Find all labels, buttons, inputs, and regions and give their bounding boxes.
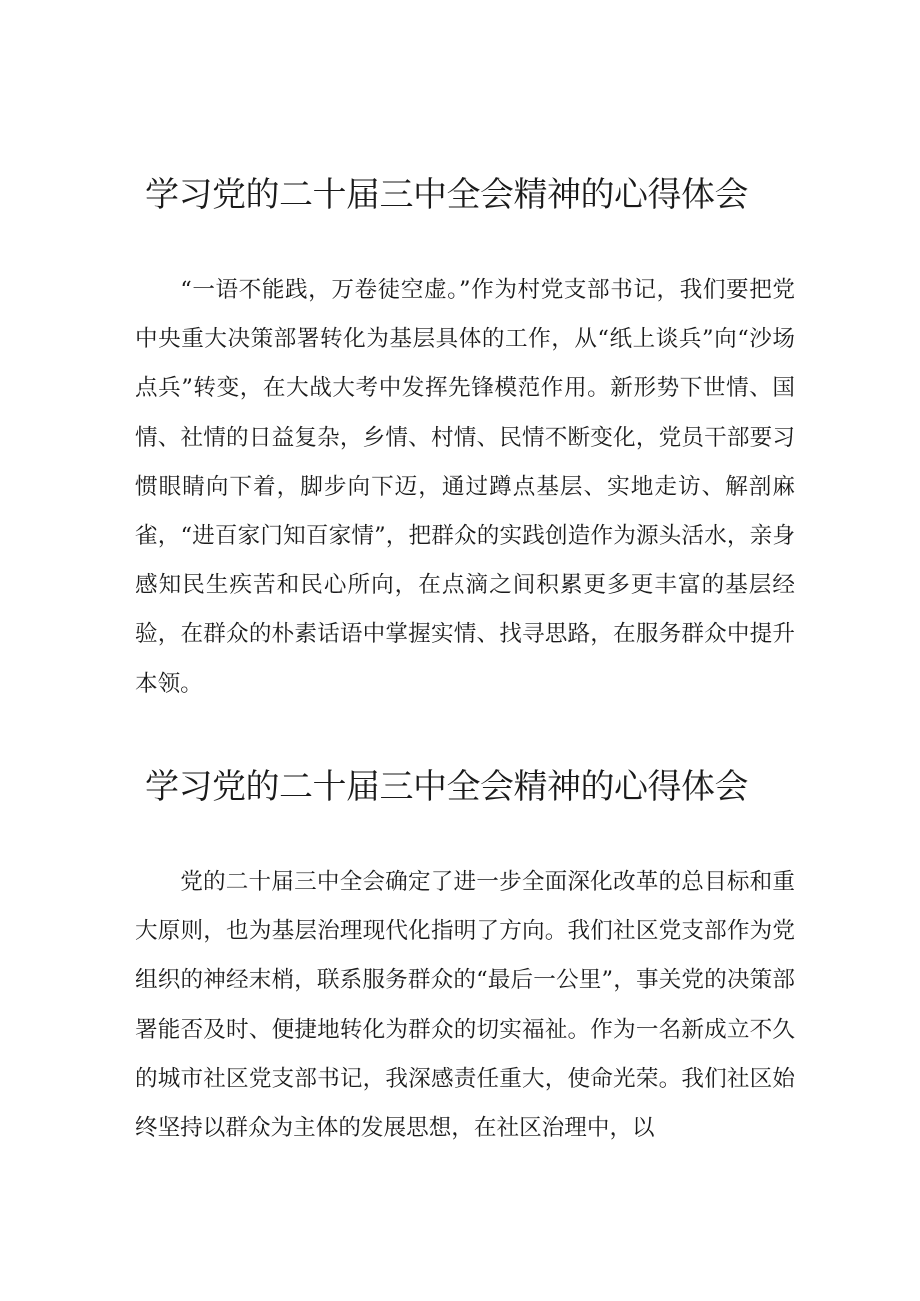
section-title-2: 学习党的二十届三中全会精神的心得体会 [145, 767, 748, 807]
section-title-1: 学习党的二十届三中全会精神的心得体会 [145, 175, 748, 215]
section-paragraph-1: “一语不能践，万卷徒空虚。”作为村党支部书记，我们要把党中央重大决策部署转化为基层具体的工作，从“纸上谈兵”向“沙场点兵”转变，在大战大考中发挥先锋模范作用。新形势下世情、国情、社情的日益复杂，乡情、村情、民情不断变化，党员干部要习惯眼睛向下着，脚步向下迈，通过蹲点基层、实地走访、解剖麻雀，“进百家门知百家情”，把群众的实践创造作为源头活水，亲身感知民生疾苦和民心所向，在点滴之间积累更多更丰富的基层经验，在群众的朴素话语中掌握实情、找寻思路，在服务群众中提升本领。 [135, 277, 795, 697]
section-paragraph-2: 党的二十届三中全会确定了进一步全面深化改革的总目标和重大原则，也为基层治理现代化指明了方向。我们社区党支部作为党组织的神经末梢，联系服务群众的“最后一公里”，事关党的决策部署能否及时、便捷地转化为群众的切实福祉。作为一名新成立不久的城市社区党支部书记，我深感责任重大，使命光荣。我们社区始终坚持以群众为主体的发展思想，在社区治理中，以 [135, 869, 795, 1142]
